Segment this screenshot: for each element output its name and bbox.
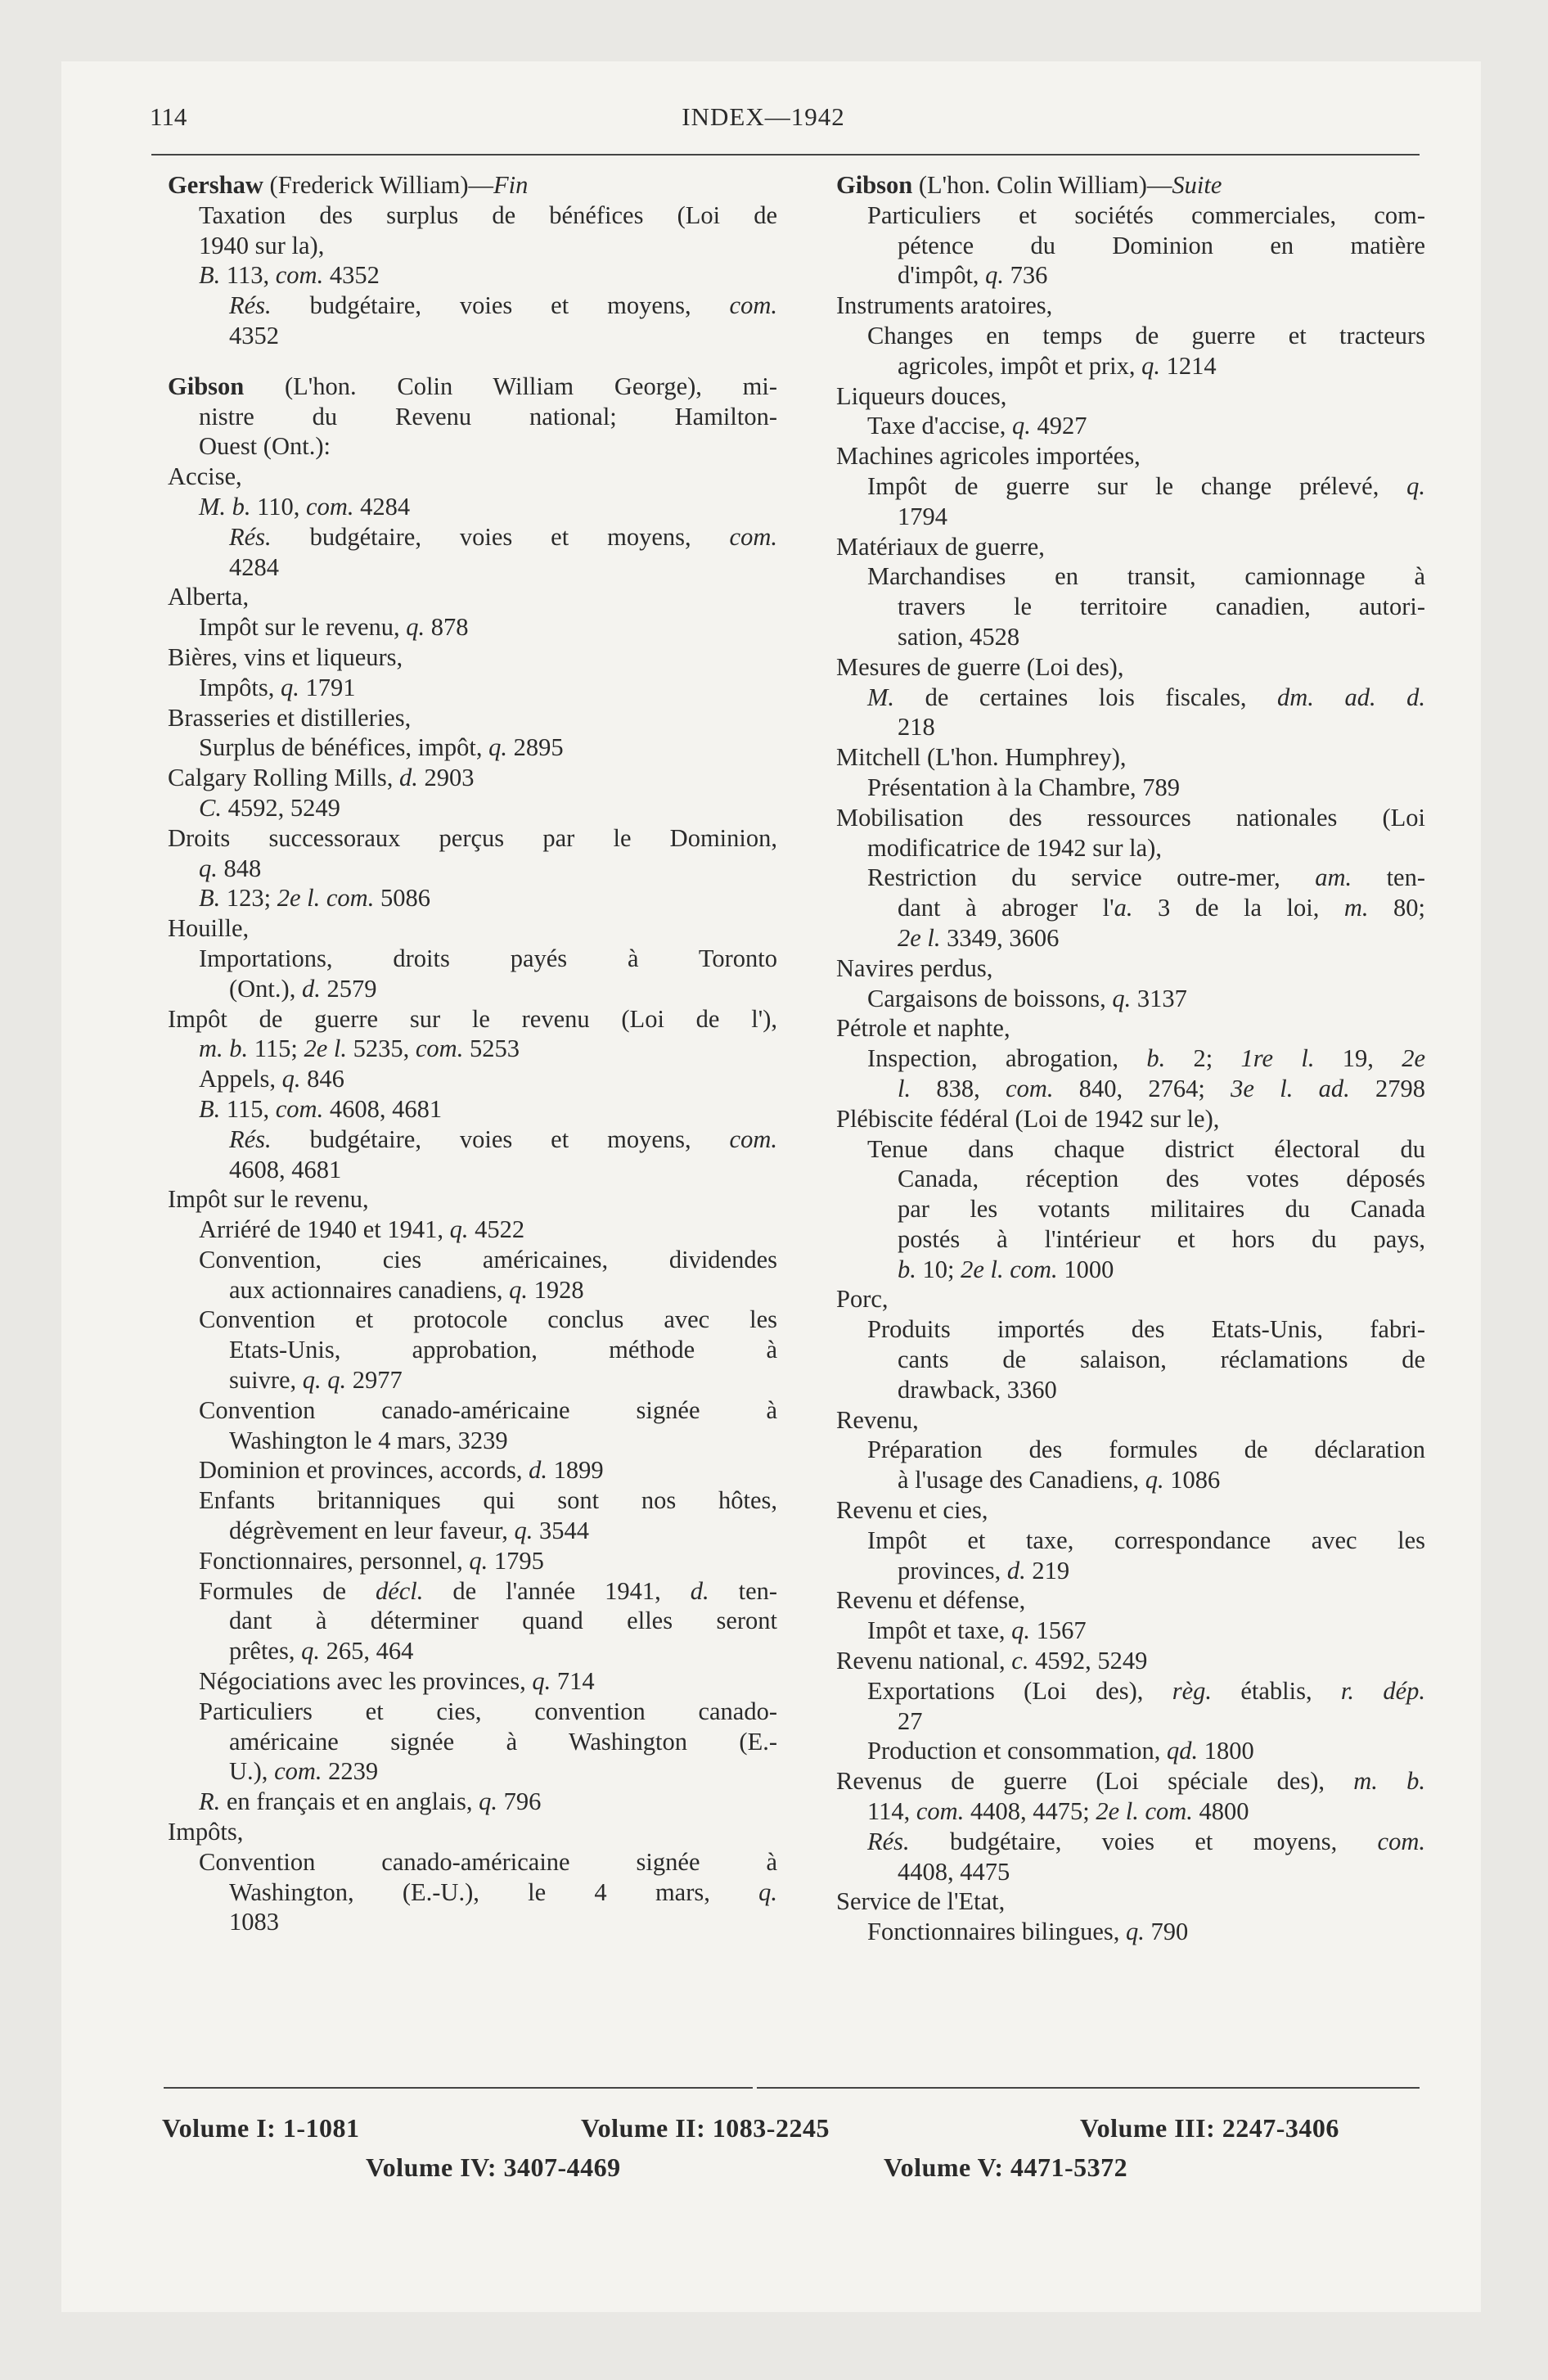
index-entry: Impôt sur le revenu,: [168, 1185, 369, 1214]
index-subentry: Préparation des formules de déclaration: [867, 1436, 1425, 1464]
index-subentry: Cargaisons de boissons, q. 3137: [867, 984, 1187, 1012]
index-subentry: Fonctionnaires, personnel, q. 1795: [199, 1546, 544, 1575]
index-subentry: Taxe d'accise, q. 4927: [867, 412, 1087, 440]
page-number: 114: [150, 102, 187, 131]
index-subentry: Washington, (E.-U.), le 4 mars, q.: [229, 1877, 777, 1906]
index-subentry: C. 4592, 5249: [199, 793, 340, 822]
index-subentry: prêtes, q. 265, 464: [229, 1637, 414, 1666]
index-entry: Houille,: [168, 914, 250, 943]
index-entry: Porc,: [836, 1285, 889, 1314]
index-entry: Gibson (L'hon. Colin William)—Suite: [836, 171, 1222, 199]
volume-range: Volume I: 1-1081: [162, 2113, 360, 2143]
index-entry: Bières, vins et liqueurs,: [168, 642, 403, 671]
index-subentry: B. 113, com. 4352: [199, 261, 380, 290]
index-subentry: drawback, 3360: [898, 1375, 1057, 1404]
index-subentry: 218: [898, 713, 935, 741]
index-entry: Instruments aratoires,: [836, 291, 1053, 320]
index-subentry: m. b. 115; 2e l. 5235, com. 5253: [199, 1034, 520, 1063]
index-subentry: 4284: [229, 552, 279, 581]
index-subentry: américaine signée à Washington (E.-: [229, 1727, 777, 1756]
footer-rule-left: [164, 2087, 753, 2089]
index-entry: Revenu national, c. 4592, 5249: [836, 1647, 1148, 1675]
index-subentry: Convention canado-américaine signée à: [199, 1847, 777, 1876]
index-subentry: Appels, q. 846: [199, 1065, 344, 1093]
footer-rule-right: [757, 2087, 1420, 2089]
index-subentry: Convention, cies américaines, dividendes: [199, 1245, 777, 1273]
index-subentry: Formules de décl. de l'année 1941, d. ten-: [199, 1576, 777, 1605]
index-subentry: M. de certaines lois fiscales, dm. ad. d.: [867, 683, 1425, 711]
index-entry: Impôts,: [168, 1818, 244, 1846]
index-subentry: travers le territoire canadien, autori-: [898, 593, 1425, 621]
page-header: [105, 97, 1422, 137]
volume-range: Volume V: 4471-5372: [884, 2152, 1128, 2182]
index-entry: Alberta,: [168, 583, 250, 611]
index-subentry: 2e l. 3349, 3606: [898, 923, 1060, 952]
index-subentry: Particuliers et cies, convention canado-: [199, 1697, 777, 1725]
index-subentry: agricoles, impôt et prix, q. 1214: [898, 351, 1217, 380]
index-entry: Droits successoraux perçus par le Dominion,: [168, 823, 777, 852]
index-subentry: sation, 4528: [898, 622, 1020, 651]
index-subentry: U.), com. 2239: [229, 1757, 379, 1786]
index-entry: Revenu et défense,: [836, 1586, 1026, 1615]
index-subentry: 4608, 4681: [229, 1155, 342, 1183]
index-subentry: Impôt et taxe, correspondance avec les: [867, 1526, 1425, 1554]
index-subentry: par les votants militaires du Canada: [898, 1195, 1425, 1224]
index-column-right: [836, 170, 1425, 1947]
index-subentry: Inspection, abrogation, b. 2; 1re l. 19, 2e: [867, 1044, 1425, 1073]
index-entry: Brasseries et distilleries,: [168, 703, 412, 732]
index-entry: Service de l'Etat,: [836, 1887, 1006, 1916]
index-subentry: Présentation à la Chambre, 789: [867, 773, 1180, 801]
index-subentry: R. en français et en anglais, q. 796: [199, 1787, 542, 1816]
index-subentry: Particuliers et sociétés commerciales, com-: [867, 201, 1425, 229]
index-entry: Pétrole et naphte,: [836, 1014, 1010, 1043]
index-subentry: dant à déterminer quand elles seront: [229, 1607, 777, 1635]
index-subentry: Importations, droits payés à Toronto: [199, 944, 777, 972]
index-subentry: modificatrice de 1942 sur la),: [867, 833, 1162, 862]
index-entry: Revenu et cies,: [836, 1496, 988, 1525]
volume-range: Volume IV: 3407-4469: [366, 2152, 621, 2182]
index-entry: Calgary Rolling Mills, d. 2903: [168, 764, 475, 792]
index-subentry: Convention et protocole conclus avec les: [199, 1305, 777, 1334]
index-subentry: Marchandises en transit, camionnage à: [867, 562, 1425, 591]
index-subentry: b. 10; 2e l. com. 1000: [898, 1255, 1114, 1283]
index-entry: Matériaux de guerre,: [836, 532, 1045, 561]
index-subentry: B. 115, com. 4608, 4681: [199, 1094, 443, 1123]
index-subentry: Ouest (Ont.):: [199, 432, 331, 461]
index-entry: Machines agricoles importées,: [836, 442, 1141, 471]
index-subentry: Impôt et taxe, q. 1567: [867, 1616, 1087, 1645]
index-subentry: à l'usage des Canadiens, q. 1086: [898, 1466, 1221, 1494]
index-subentry: Changes en temps de guerre et tracteurs: [867, 321, 1425, 349]
index-entry: Gibson (L'hon. Colin William George), mi-: [168, 372, 777, 400]
index-subentry: provinces, d. 219: [898, 1556, 1070, 1584]
index-subentry: 1794: [898, 502, 947, 530]
index-subentry: Impôt sur le revenu, q. 878: [199, 613, 469, 642]
index-column-left: [168, 170, 777, 1937]
index-subentry: 1083: [229, 1908, 279, 1936]
header-rule: [151, 154, 1420, 156]
index-subentry: Washington le 4 mars, 3239: [229, 1426, 508, 1454]
index-subentry: Impôt de guerre sur le change prélevé, q.: [867, 471, 1425, 500]
index-subentry: 27: [898, 1706, 923, 1735]
index-subentry: nistre du Revenu national; Hamilton-: [199, 402, 777, 430]
index-subentry: Arriéré de 1940 et 1941, q. 4522: [199, 1215, 525, 1244]
index-subentry: Produits importés des Etats-Unis, fabri-: [867, 1315, 1425, 1344]
index-subentry: suivre, q. q. 2977: [229, 1366, 403, 1395]
volume-range: Volume III: 2247-3406: [1080, 2113, 1339, 2143]
index-entry: Navires perdus,: [836, 953, 993, 982]
index-subentry: Taxation des surplus de bénéfices (Loi de: [199, 201, 777, 229]
index-entry: Accise,: [168, 462, 242, 491]
index-entry: Revenus de guerre (Loi spéciale des), m. b.: [836, 1767, 1425, 1796]
index-subentry: l. 838, com. 840, 2764; 3e l. ad. 2798: [898, 1074, 1425, 1102]
index-subentry: d'impôt, q. 736: [898, 261, 1048, 290]
index-subentry: Production et consommation, qd. 1800: [867, 1737, 1254, 1765]
index-entry: Mitchell (L'hon. Humphrey),: [836, 743, 1127, 772]
page-title: INDEX—1942: [682, 102, 845, 131]
index-subentry: B. 123; 2e l. com. 5086: [199, 884, 430, 913]
index-subentry: (Ont.), d. 2579: [229, 974, 377, 1003]
index-subentry: 1940 sur la),: [199, 231, 325, 259]
index-subentry: Exportations (Loi des), règ. établis, r. dép.: [867, 1676, 1425, 1705]
index-entry: Mobilisation des ressources nationales (Loi: [836, 803, 1425, 832]
index-subentry: M. b. 110, com. 4284: [199, 492, 411, 521]
index-subentry: pétence du Dominion en matière: [898, 231, 1425, 259]
index-subentry: Rés. budgétaire, voies et moyens, com.: [229, 1125, 777, 1153]
index-subentry: Restriction du service outre-mer, am. ten-: [867, 863, 1425, 892]
index-subentry: aux actionnaires canadiens, q. 1928: [229, 1275, 584, 1304]
index-subentry: 4352: [229, 321, 279, 349]
volume-range: Volume II: 1083-2245: [581, 2113, 830, 2143]
index-entry: Mesures de guerre (Loi des),: [836, 652, 1124, 681]
index-subentry: Etats-Unis, approbation, méthode à: [229, 1336, 777, 1364]
index-entry: Gershaw (Frederick William)—Fin: [168, 171, 529, 199]
index-subentry: Tenue dans chaque district électoral du: [867, 1134, 1425, 1163]
index-subentry: Impôts, q. 1791: [199, 673, 356, 701]
index-subentry: 4408, 4475: [898, 1857, 1010, 1886]
index-subentry: Enfants britanniques qui sont nos hôtes,: [199, 1486, 777, 1515]
index-subentry: Fonctionnaires bilingues, q. 790: [867, 1918, 1189, 1946]
index-subentry: 114, com. 4408, 4475; 2e l. com. 4800: [867, 1797, 1249, 1826]
index-entry: Impôt de guerre sur le revenu (Loi de l'),: [168, 1004, 777, 1033]
index-entry: Liqueurs douces,: [836, 381, 1007, 410]
index-entry: Revenu,: [836, 1405, 919, 1434]
index-subentry: Négociations avec les provinces, q. 714: [199, 1667, 595, 1696]
index-subentry: cants de salaison, réclamations de: [898, 1346, 1425, 1374]
index-subentry: postés à l'intérieur et hors du pays,: [898, 1224, 1425, 1253]
index-subentry: Rés. budgétaire, voies et moyens, com.: [229, 522, 777, 551]
index-subentry: dant à abroger l'a. 3 de la loi, m. 80;: [898, 894, 1425, 922]
index-subentry: Dominion et provinces, accords, d. 1899: [199, 1456, 604, 1485]
index-subentry: Rés. budgétaire, voies et moyens, com.: [229, 291, 777, 320]
index-subentry: Convention canado-américaine signée à: [199, 1395, 777, 1424]
index-entry: Plébiscite fédéral (Loi de 1942 sur le),: [836, 1104, 1220, 1133]
index-subentry: Rés. budgétaire, voies et moyens, com.: [867, 1827, 1425, 1855]
index-subentry: Canada, réception des votes déposés: [898, 1165, 1425, 1193]
index-subentry: Surplus de bénéfices, impôt, q. 2895: [199, 733, 564, 762]
index-subentry: dégrèvement en leur faveur, q. 3544: [229, 1517, 590, 1545]
index-subentry: q. 848: [199, 854, 262, 882]
